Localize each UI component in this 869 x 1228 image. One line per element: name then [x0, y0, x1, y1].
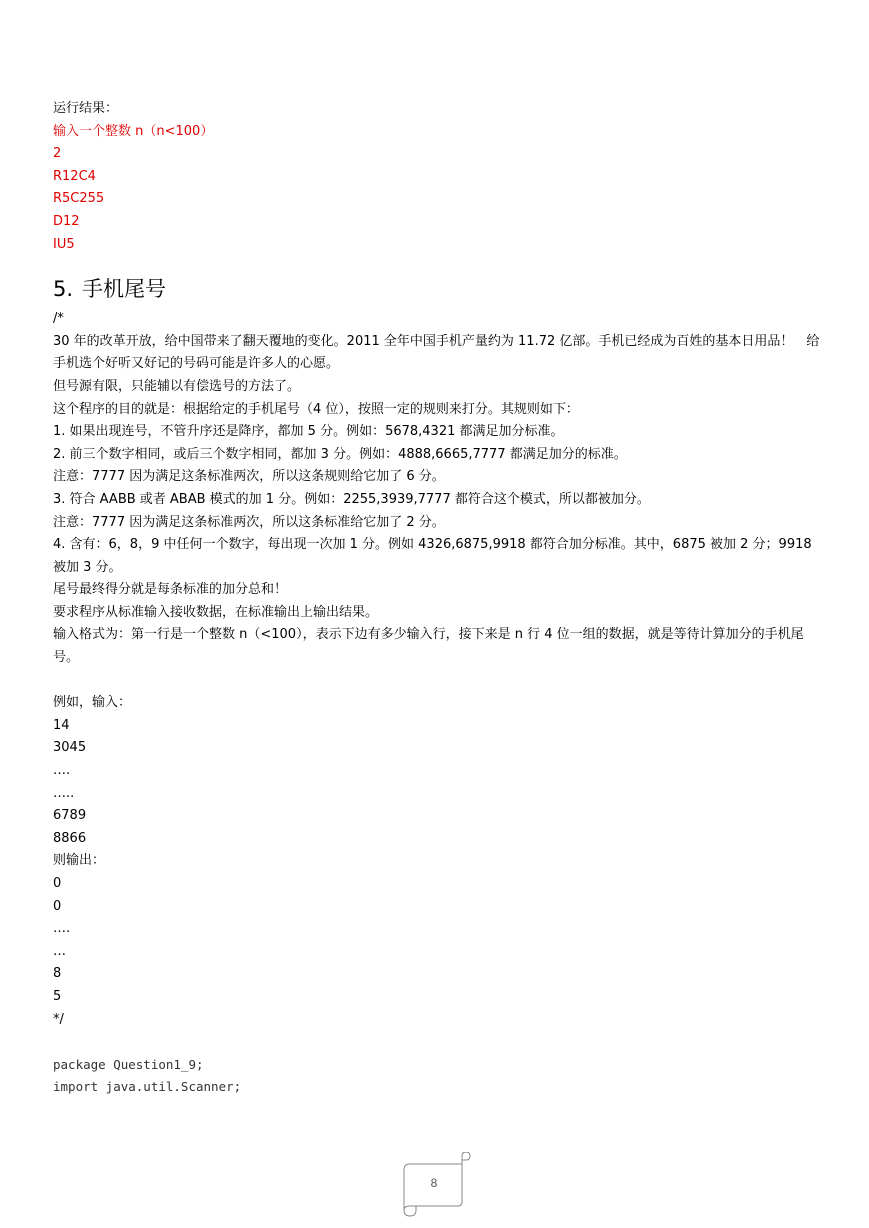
rule-1: 1. 如果出现连号，不管升序还是降序，都加 5 分。例如：5678,4321 都满足加分标准。 [53, 424, 564, 440]
example-input-line: …. [53, 763, 71, 779]
section-heading [53, 275, 823, 303]
example-input-line: 3045 [53, 740, 87, 756]
example-input-line: ….. [53, 785, 75, 801]
example-output-line: 0 [53, 876, 62, 891]
paragraph: 要求程序从标准输入接收数据，在标准输出上输出结果。 [53, 604, 379, 620]
result-line: 2 [53, 146, 62, 162]
example-output-line: …. [53, 921, 71, 937]
result-line: D12 [53, 213, 80, 229]
note-2: 注意：7777 因为满足这条标准两次，所以这条标准给它加了 2 分。 [53, 514, 445, 530]
blank-line [53, 670, 823, 693]
code-line: import java.util.Scanner; [53, 1079, 242, 1095]
rule-3: 3. 符合 AABB 或者 ABAB 模式的加 1 分。例如：2255,3939,7777 都符合这个模式，所以都被加分。 [53, 491, 650, 507]
section-number: 5. [53, 277, 74, 302]
example-input-line: 6789 [53, 808, 87, 824]
paragraph: 尾号最终得分就是每条标准的加分总和！ [53, 582, 288, 598]
page-number: 8 [430, 1176, 438, 1190]
page-footer [394, 1152, 474, 1218]
intro-paragraph: 30 年的改革开放，给中国带来了翻天覆地的变化。2011 全年中国手机产量约为 11.72 亿部。手机已经成为百姓的基本日用品！ 给手机选个好听又好记的号码可能是许多人的心愿。 [53, 333, 820, 372]
blank-line [53, 1031, 823, 1054]
code-line: package Question1_9; [53, 1056, 204, 1072]
result-line: IU5 [53, 236, 75, 252]
input-format-paragraph: 输入格式为：第一行是一个整数 n（<100），表示下边有多少输入行，接下来是 n 行 4 位一组的数据，就是等待计算加分的手机尾号。 [53, 627, 804, 666]
example-output-line: 5 [53, 988, 62, 1004]
example-input-line: 14 [53, 717, 70, 733]
document-page [53, 98, 823, 1099]
rule-2: 2. 前三个数字相同，或后三个数字相同，都加 3 分。例如：4888,6665,7777 都满足加分的标准。 [53, 446, 627, 462]
result-label: 运行结果： [53, 101, 119, 116]
section-title: 手机尾号 [82, 277, 166, 302]
result-line: R5C255 [53, 191, 105, 207]
comment-open: /* [53, 311, 64, 327]
example-output-line: 0 [53, 898, 62, 914]
result-line: 输入一个整数 n（n<100） [53, 123, 214, 139]
note-1: 注意：7777 因为满足这条标准两次，所以这条规则给它加了 6 分。 [53, 469, 445, 485]
rule-4: 4. 含有：6，8，9 中任何一个数字，每出现一次加 1 分。例如 4326,6875,9918 都符合加分标准。其中，6875 被加 2 分；9918 被加 3 分。 [53, 537, 812, 575]
example-label: 例如，输入： [53, 695, 132, 711]
example-output-line: 8 [53, 966, 62, 982]
comment-close: */ [53, 1011, 64, 1027]
example-output-line: … [53, 943, 66, 959]
paragraph: 但号源有限，只能辅以有偿选号的方法了。 [53, 378, 301, 394]
result-line: R12C4 [53, 168, 96, 184]
output-label: 则输出： [53, 853, 106, 869]
example-input-line: 8866 [53, 830, 87, 846]
paragraph: 这个程序的目的就是：根据给定的手机尾号（4 位），按照一定的规则来打分。其规则如下： [53, 401, 579, 417]
